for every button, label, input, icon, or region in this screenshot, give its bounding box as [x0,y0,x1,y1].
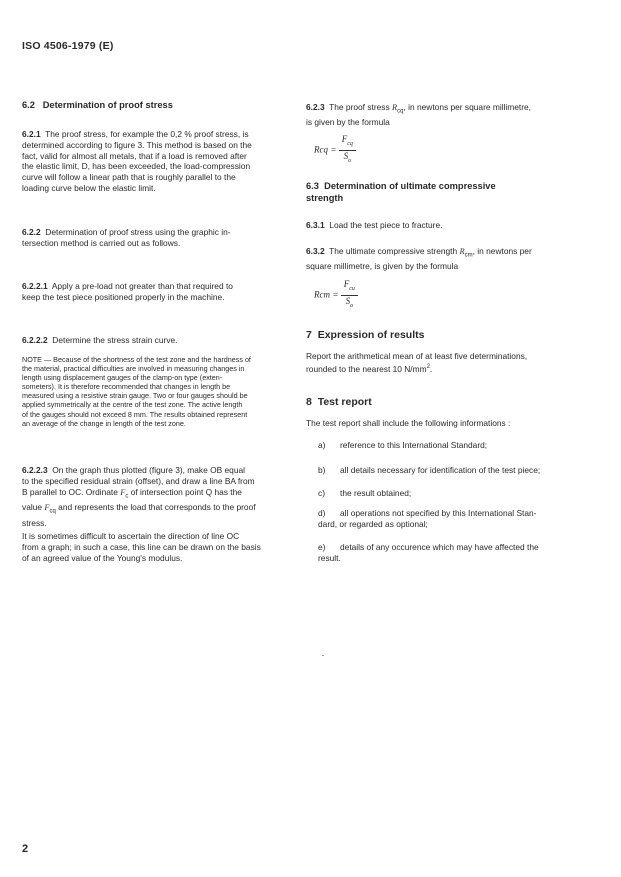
clause-number: 6.2.1 [22,129,41,139]
formula-equals: = [330,144,337,155]
clause-number: 6.2.2 [22,227,41,237]
list-label: a) [318,440,326,450]
list-text-cont: dard, or regarded as optional; [318,518,428,529]
line: square millimetre, is given by the formula [306,261,459,272]
section-number: 6.3 [306,181,319,191]
section-title: Test report [317,396,372,408]
variable-subscript: c [125,493,129,500]
clause-number: 6.2.3 [306,102,325,112]
variable: R [392,103,398,112]
list-item-c [318,488,574,499]
variable: F [44,503,50,513]
formula-lhs-sub: cq [319,144,328,155]
list-item-d [318,508,574,530]
variable: F [120,487,126,497]
line: and represents the load that corresponds to the proof [58,502,256,513]
formula-proof-stress [314,134,356,166]
formula-equals: = [332,289,339,300]
clause-number: 6.2.2.3 [22,465,48,475]
line: curve will follow a linear path that is roughly parallel to the [22,172,236,183]
clause-number: 6.3.2 [306,246,325,256]
formula-fraction [341,279,358,311]
section-8 [306,396,574,429]
list-text: reference to this International Standard; [340,440,488,450]
section-6-2-heading [22,100,282,112]
line: , in newtons per [472,246,532,256]
fraction-numerator: $F_{cq}$ [339,134,356,151]
clause-number: 6.2.2.2 [22,335,48,345]
line: Determination of proof stress using the graphic in- [45,227,231,237]
list-item-e [318,542,574,564]
note-line: NOTE — Because of the shortness of the test zone and the hardness of [22,355,251,364]
section-7: 7 Expression of results Report the arithmetical mean of at least five determinations, rounded to the nearest 10 $N/mm^2$. [306,329,574,374]
section-number: 8 [306,396,312,408]
list-text: details of any occurence which may have affected the [340,542,539,552]
line: Report the arithmetical mean of at least five determinations, [306,351,528,361]
list-label: b) [318,465,326,475]
variable-subscript: cq [397,108,404,115]
section-title: Determination of ultimate compressive [324,181,496,191]
fraction-denominator: $S_o$ [343,150,352,164]
list-text: all details necessary for identification of the test piece; [340,465,541,475]
line: is given by the formula [306,117,390,128]
list-label: d) [318,508,326,518]
para-6-3-1 [306,220,574,231]
fraction-denominator: $S_o$ [345,295,354,309]
section-8-heading [306,396,574,409]
line: Load the test piece to fracture. [329,220,443,230]
left-column [22,100,282,112]
line: The ultimate compressive strength [329,246,458,256]
list-text-cont: result. [318,552,341,563]
section-7-heading [306,329,574,342]
fraction-numerator: $F_{cu}$ [341,279,358,296]
page-number: 2 [22,843,29,855]
line: fact, valid for almost all metals, that if a load is removed after [22,150,247,161]
document-header: ISO 4506-1979 (E) [22,40,114,52]
note-line: length using displacement gauges of the clamp-on type (exten- [22,373,223,383]
para-6-2-1 [22,129,282,194]
formula-fraction [339,134,356,166]
line: from a graph; in such a case, this line can be drawn on the basis [22,541,261,552]
formula-ultimate-strength [314,279,358,311]
formula-lhs: R [314,289,320,300]
line: of an agreed value of the Young's modulus. [22,552,183,563]
para-6-2-2-1 [22,281,282,303]
note-line: someters). It is therefore recommended that changes in length be [22,382,231,392]
line: B parallel to OC. Ordinate [22,486,118,497]
list-item-a [318,440,574,451]
line: Apply a pre-load not greater than that required to [51,281,233,291]
note-block [22,355,284,428]
section-title: Determination of proof stress [42,100,173,110]
list-label: e) [318,542,326,552]
line: tersection method is carried out as follows. [22,237,181,248]
para-6-2-2-2 [22,335,282,346]
line: On the graph thus plotted (figure 3), make OB equal [52,465,246,475]
line: of intersection point Q has the [130,486,242,497]
line: Determine the stress strain curve. [52,335,178,345]
line: The proof stress, for example the 0,2 % proof stress, is [45,129,249,139]
line: loading curve below the elastic limit. [22,182,156,193]
section-title: Expression of results [317,329,425,341]
line: to the specified residual strain (offset), and draw a line BA from [22,475,255,486]
line: , in newtons per square millimetre, [403,102,532,112]
speck [322,655,324,656]
para-6-2-2 [22,227,282,249]
section-6-3-heading [306,181,574,204]
list-text: all operations not specified by this International Stan- [340,508,537,518]
variable: R [459,247,465,256]
line: rounded to the nearest 10 N/mm [306,363,427,374]
line: The proof stress [329,102,390,112]
line: value [22,502,43,513]
para-6-3-2 [306,246,574,272]
superscript: 2 [426,363,430,370]
section-number: 6.2 [22,100,35,110]
section-title-cont: strength [306,192,344,203]
para-6-2-3 [306,102,574,128]
note-line: applied symmetrically at the centre of the test zone. The active length [22,400,243,410]
note-line: an average of the change in length of the test zone. [22,418,186,428]
line: determined according to figure 3. This method is based on the [22,139,252,150]
para-final [22,531,284,563]
list-text: the result obtained; [340,488,412,498]
list-label: c) [318,488,325,498]
note-line: of the gauges should not exceed 8 mm. The results obtained represent [22,409,248,419]
note-line: the material, practical difficulties are involved in measuring changes in [22,364,245,374]
line: the elastic limit, D, has been exceeded, the load-compression [22,161,251,172]
section-8-intro: The test report shall include the following informations : [306,418,511,428]
para-6-2-2-3 [22,465,284,528]
formula-lhs: R [314,144,320,155]
line: It is sometimes difficult to ascertain the direction of line OC [22,531,240,541]
formula-lhs-sub: cm [319,289,330,300]
section-number: 7 [306,329,312,341]
list-item-b [318,465,574,476]
line: keep the test piece positioned properly in the machine. [22,291,225,302]
variable-subscript: cq [49,508,56,515]
clause-number: 6.2.2.1 [22,281,48,291]
line: stress. [22,517,47,528]
clause-number: 6.3.1 [306,220,325,230]
note-line: measured using a resistive strain gauge. Two or four gauges should be [22,391,248,401]
variable-subscript: cm [464,252,473,259]
